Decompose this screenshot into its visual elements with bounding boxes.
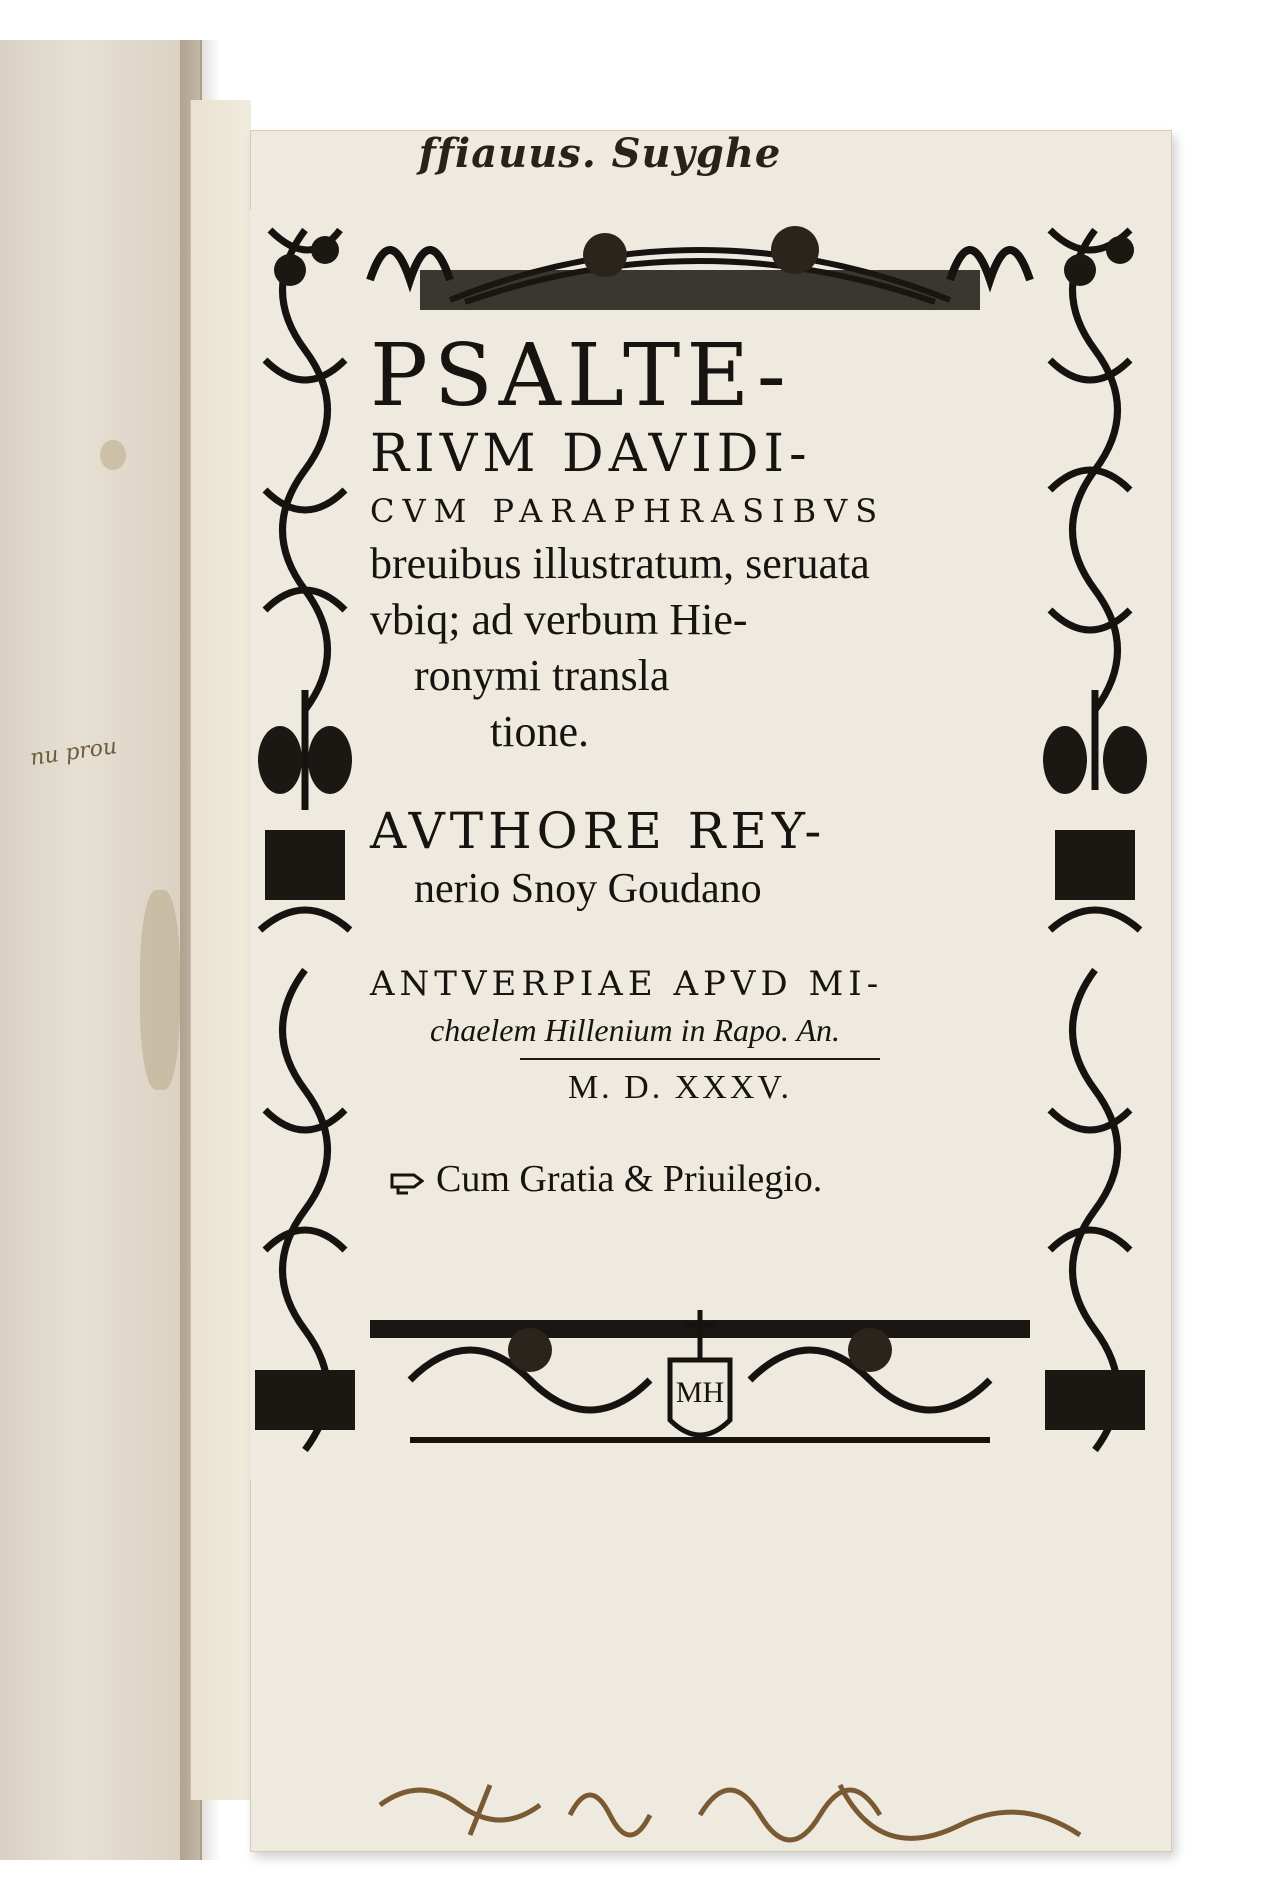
pointing-hand-icon [390,1169,424,1195]
title-line-7: tione. [490,707,589,756]
title-line-5: vbiq; ad verbum Hie- [370,595,748,644]
title-line-2: RIVM DAVIDI- [370,424,812,484]
stain [100,440,126,470]
imprint-line-2: chaelem Hillenium in Rapo. An. [430,1012,840,1048]
ownership-inscription-top: ffiauus. Suyghe [418,130,782,177]
author-line-2: nerio Snoy Goudano [414,866,762,912]
bottom-panel [370,1310,1030,1440]
imprint-rule [520,1058,880,1060]
stain [140,890,180,1090]
front-endpaper [0,40,202,1860]
printer-mark-initials: MH [675,1376,725,1409]
title-line-6: ronymi transla [414,651,670,700]
top-panel [370,226,1030,310]
left-column [250,210,360,1480]
margin-annotation: nu prou [28,734,119,771]
ownership-inscription-bottom [370,1745,1110,1875]
imprint-line-1: ANTVERPIAE APVD MI- [370,964,884,1004]
imprint-date: M. D. XXXV. [567,1069,793,1106]
title-line-4: breuibus illustratum, seruata [370,539,870,588]
privilege-text: Cum Gratia & Priuilegio. [436,1158,823,1200]
title-line-1: PSALTE- [370,326,792,426]
right-column [1043,230,1147,1450]
title-block [370,326,1010,1204]
author-line-1: AVTHORE REY- [370,802,827,860]
title-line-3: CVM PARAPHRASIBVS [370,492,886,530]
gutter [190,100,251,1800]
privilege-line [390,1154,1010,1204]
